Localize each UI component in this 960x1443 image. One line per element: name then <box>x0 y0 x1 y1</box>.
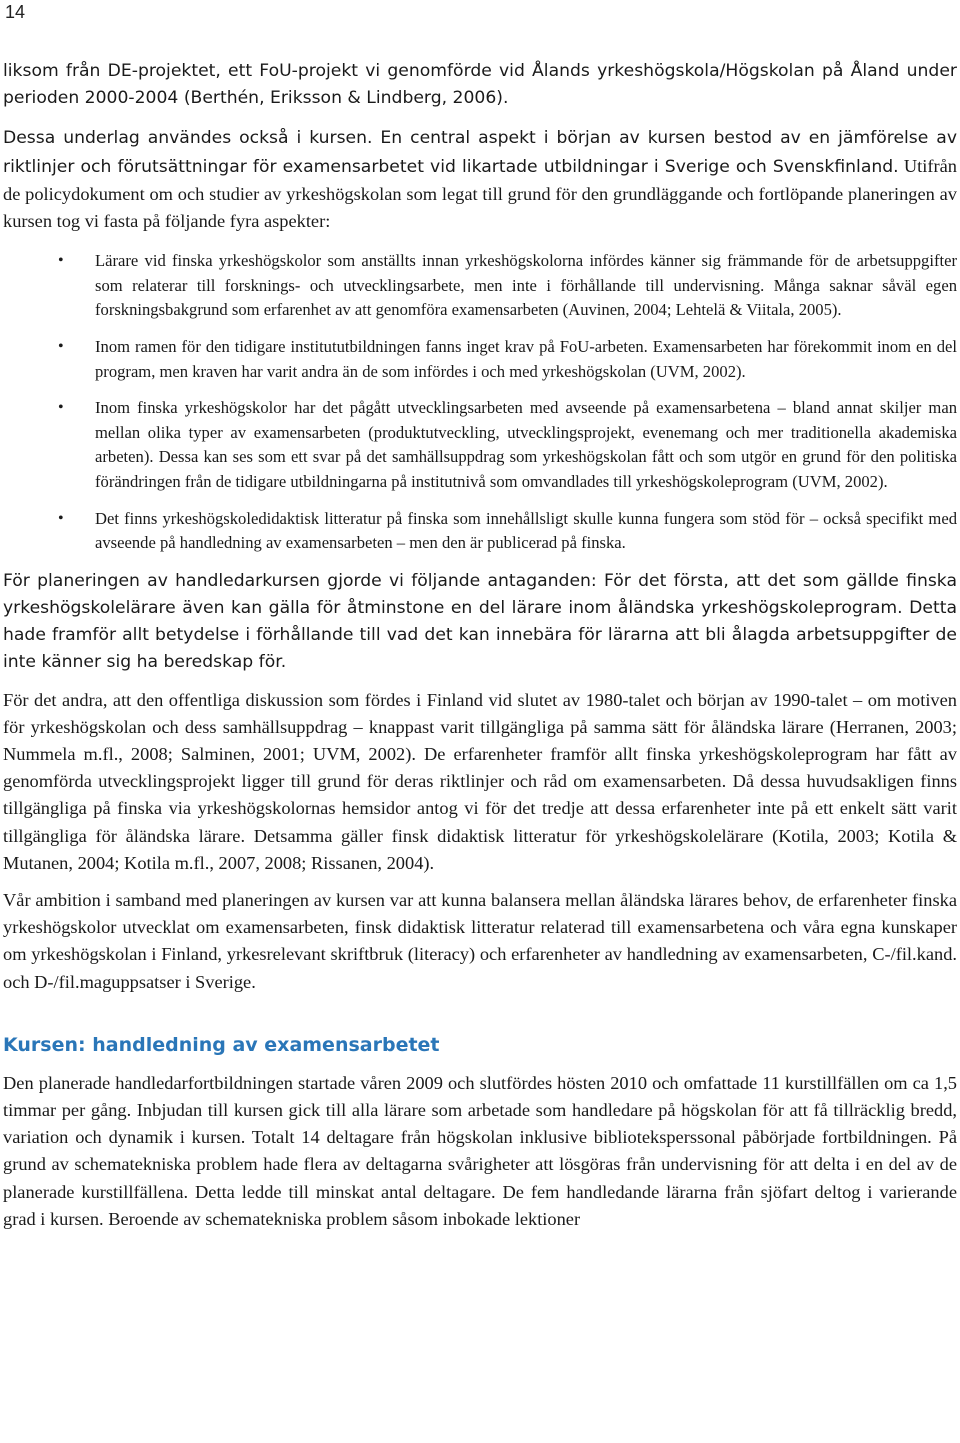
section-heading: Kursen: handledning av examensarbetet <box>3 1033 440 1056</box>
bullet-marker: • <box>58 509 64 527</box>
intro-paragraph-2 <box>3 124 957 235</box>
body-paragraph-1: För planeringen av handledarkursen gjorde vi följande antaganden: För det första, att det som gällde finska yrkeshögskolelärare även kan gälla för åtminstone en del lärare inom åländska yrkeshögskoleprogram. Detta hade framför allt betydelse i förhållande till vad det kan innebära för lärarna att bli ålagda arbetsuppgifter de inte känner sig ha beredskap för. <box>3 570 957 673</box>
body-paragraph-2: För det andra, att den offentliga diskussion som fördes i Finland vid slutet av 1980-talet och början av 1990-talet – om motiven för yrkeshögskolan och dess samhällsuppdrag – knappast varit tillgängliga på samma sätt för åländska lärare (Herranen, 2003; Nummela m.fl., 2008; Salminen, 2001; UVM, 2002). De erfarenheter framför allt finska yrkeshögskoleprogram har fått av genomförda utvecklingsprojekt ligger till grund för deras riktlinjer och råd om examensarbeten. Då dessa huvudsakligen finns tillgängliga på finska via yrkeshögskolornas hemsidor antog vi för det tredje att dessa erfarenheter inte på ett enkelt sätt varit tillgängliga för åländska lärare. Detsamma gäller finsk didaktisk litteratur för yrkeshögskolelärare (Kotila, 2003; Kotila & Mutanen, 2004; Kotila m.fl., 2007, 2008; Rissanen, 2004). <box>3 689 957 873</box>
bullet-text: Inom ramen för den tidigare institututbildningen fanns inget krav på FoU-arbeten. Examensarbeten har förekommit inom en del program, men kraven har varit andra än de som infördes i och med yrkeshögskolan (UVM, 2002). <box>95 337 957 381</box>
bullet-text: Lärare vid finska yrkeshögskolor som anställts innan yrkeshögskolorna infördes känner sig främmande för de arbetsuppgifter som relaterar till forsknings- och utvecklingsarbete, men inte i förhållande till undervisning. Många saknar såväl egen forskningsbakgrund som erfarenhet av att genomföra examensarbeten (Auvinen, 2004; Lehtelä & Viitala, 2005). <box>95 251 957 320</box>
intro-paragraph-1: liksom från DE-projektet, ett FoU-projekt vi genomförde vid Ålands yrkeshögskola/Högskolan på Åland under perioden 2000-2004 (Berthén, Eriksson & Lindberg, 2006). <box>3 61 957 109</box>
body-paragraph-3: Vår ambition i samband med planeringen av kursen var att kunna balansera mellan åländska lärares behov, de erfarenheter finska yrkeshögskolor utvecklat om examensarbeten, finsk didaktisk litteratur relaterad till examensarbetena och våra egna kunskaper om yrkeshögskolan i Finland, yrkesrelevant skriftbruk (literacy) och erfarenheter av handledning av examensarbeten, C-/fil.kand. och D-/fil.maguppsatser i Sverige. <box>3 889 957 992</box>
bullet-item <box>3 335 957 384</box>
bullet-text: Inom finska yrkeshögskolor har det pågått utvecklingsarbeten med avseende på examensarbetena – bland annat skiljer man mellan olika typer av examensarbeten (produktutveckling, utvecklingsprojekt, evenemang och mer traditionella akademiska arbeten). Dessa kan ses som ett svar på det samhällsuppdrag som yrkeshögskolan fått och som utgör en grund för den politiska förändringen från de tidigare utbildningarna på institutnivå som omvandlades till yrkeshögskoleprogram (UVM, 2002). <box>95 398 957 491</box>
bullet-item <box>3 249 957 323</box>
page-number: 14 <box>5 2 26 22</box>
aspects-bullet-list <box>3 249 957 556</box>
bullet-text: Det finns yrkeshögskoledidaktisk litteratur på finska som innehållsligt skulle kunna fungera som stöd för – också specifikt med avseende på handledning av examensarbeten – men den är publicerad på finska. <box>95 508 957 553</box>
intro-paragraph-2-part-b: Utifrån de policydokument om och studier av yrkeshögskolan som legat till grund för den grundläggande och fortlöpande planeringen av kursen tog vi fasta på följande fyra aspekter: <box>3 155 957 232</box>
section-paragraph-1: Den planerade handledarfortbildningen startade våren 2009 och slutfördes hösten 2010 och omfattade 11 kurstillfällen om ca 1,5 timmar per gång. Inbjudan till kursen gick till alla lärare som arbetade som handledare på högskolan för att få tillräcklig bredd, variation och dynamik i kursen. Totalt 14 deltagare från högskolan inklusive biblioteksperssonal påbörjade fortbildningen. På grund av schematekniska problem hade flera av deltagarna svårigheter att lösgöras från undervisning för att delta i en del av de planerade kurstillfällena. Detta ledde till minskat antal deltagare. De fem handledande lärarna från sjöfart deltog i varierande grad i kursen. Beroende av schematekniska problem såsom inbokade lektioner <box>3 1072 957 1229</box>
bullet-item <box>3 396 957 494</box>
bullet-marker: • <box>58 399 64 417</box>
page-content <box>3 58 957 1233</box>
bullet-marker: • <box>58 338 64 355</box>
bullet-item <box>3 507 957 556</box>
intro-paragraph-2-part-a: Dessa underlag användes också i kursen. En central aspekt i början av kursen bestod av en jämförelse av riktlinjer och förutsättningar för examensarbetet vid likartade utbildningar i Sverige och Svenskfinland. <box>3 128 957 177</box>
bullet-marker: • <box>58 252 64 270</box>
